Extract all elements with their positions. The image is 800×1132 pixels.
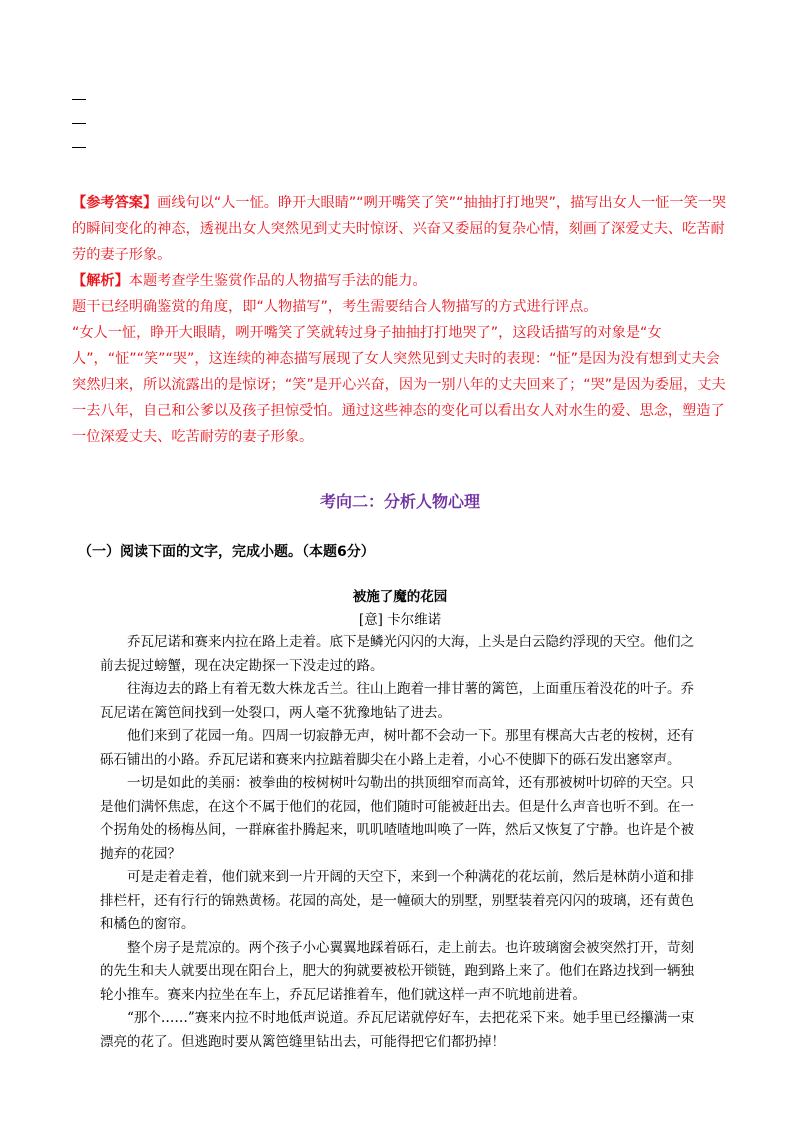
analysis-paragraph: 题干已经明确鉴赏的角度，即“人物描写”，考生需要结合人物描写的方式进行评点。 — [72, 299, 598, 315]
story-body — [100, 631, 704, 1054]
story-title: 被施了魔的花园 — [352, 589, 448, 605]
analysis-text: 本题考查学生鉴赏作品的人物描写手法的能力。 — [128, 273, 427, 289]
story-paragraph: 乔瓦尼诺和赛来内拉在路上走着。底下是鳞光闪闪的大海，上头是白云隐约浮现的天空。他们之前去捉过螃蟹，现在决定勘探一下没走过的路。 — [100, 634, 694, 674]
blank-line — [72, 99, 86, 123]
story-paragraph: 可是走着走着，他们就来到一片开阔的天空下，来到一个种满花的花坛前，然后是林荫小道和排排栏杆，还有行行的锦熟黄杨。花园的高处，是一幢硕大的别墅，别墅装着亮闪闪的玻璃，还有黄色和橘色的窗帘。 — [100, 869, 694, 932]
blank-line — [72, 147, 86, 171]
story-paragraph: 他们来到了花园一角。四周一切寂静无声，树叶都不会动一下。那里有棵高大古老的桉树，还有砾石铺出的小路。乔瓦尼诺和赛来内拉踮着脚尖在小路上走着，小心不使脚下的砾石发出窸窣声。 — [100, 728, 694, 768]
reference-answer-text: 画线句以“人一怔。睁开大眼睛”“咧开嘴笑了笑”“抽抽打打地哭”，描写出女人一怔一笑一哭的瞬间变化的神态，透视出女人突然见到丈夫时惊讶、兴奋又委屈的复杂心情，刻画了深爱丈夫、吃苦耐劳的妻子形象。 — [72, 195, 727, 263]
reference-answer — [72, 190, 732, 268]
story-paragraph: 整个房子是荒凉的。两个孩子小心翼翼地踩着砾石，走上前去。也许玻璃窗会被突然打开，苛刻的先生和夫人就要出现在阳台上，肥大的狗就要被松开锁链，跑到路上来了。他们在路边找到一辆独轮小推车。赛来内拉坐在车上，乔瓦尼诺推着车，他们就这样一声不吭地前进着。 — [100, 939, 694, 1003]
analysis-paragraph: “女人一怔，睁开大眼睛，咧开嘴笑了笑就转过身子抽抽打打地哭了”，这段话描写的对象是“女人”，“怔”“笑”“哭”，这连续的神态描写展现了女人突然见到丈夫时的表现：“怔”是因为没有想到丈夫会突然归来，所以流露出的是惊讶；“笑”是开心兴奋，因为一别八年的丈夫回来了；“哭”是因为委屈，丈夫一去八年，自己和公爹以及孩子担惊受怕。通过这些神态的变化可以看出女人对水生的爱、思念，塑造了一位深爱丈夫、吃苦耐劳的妻子形象。 — [72, 325, 726, 445]
answer-blank-lines — [72, 99, 86, 171]
section-title: 考向二：分析人物心理 — [319, 492, 480, 511]
answer-block — [72, 190, 732, 450]
story-paragraph: 一切是如此的美丽：被拳曲的桉树树叶勾勒出的拱顶细窄而高耸，还有那被树叶切碎的天空。只是他们满怀焦虑，在这个不属于他们的花园，他们随时可能被赶出去。但是什么声音也听不到。在一个拐角处的杨梅丛间，一群麻雀扑腾起来，叽叽喳喳地叫唤了一阵，然后又恢复了宁静。也许是个被抛弃的花园？ — [100, 775, 694, 862]
blank-line — [72, 123, 86, 147]
story-paragraph: 往海边去的路上有着无数大株龙舌兰。往山上跑着一排甘薯的篱笆，上面重压着没花的叶子。乔瓦尼诺在篱笆间找到一处裂口，两人毫不犹豫地钻了进去。 — [100, 681, 694, 721]
question-prompt: （一）阅读下面的文字，完成小题。（本题6分） — [78, 544, 375, 560]
reference-answer-label: 【参考答案】 — [72, 195, 158, 211]
analysis-label: 【解析】 — [72, 273, 129, 289]
story-author: [意] 卡尔维诺 — [358, 612, 442, 628]
story-paragraph: “那个……”赛来内拉不时地低声说道。乔瓦尼诺就停好车，去把花采下来。她手里已经攥满一束漂亮的花了。但逃跑时要从篱笆缝里钻出去，可能得把它们都扔掉！ — [100, 1010, 695, 1050]
analysis — [72, 268, 732, 294]
